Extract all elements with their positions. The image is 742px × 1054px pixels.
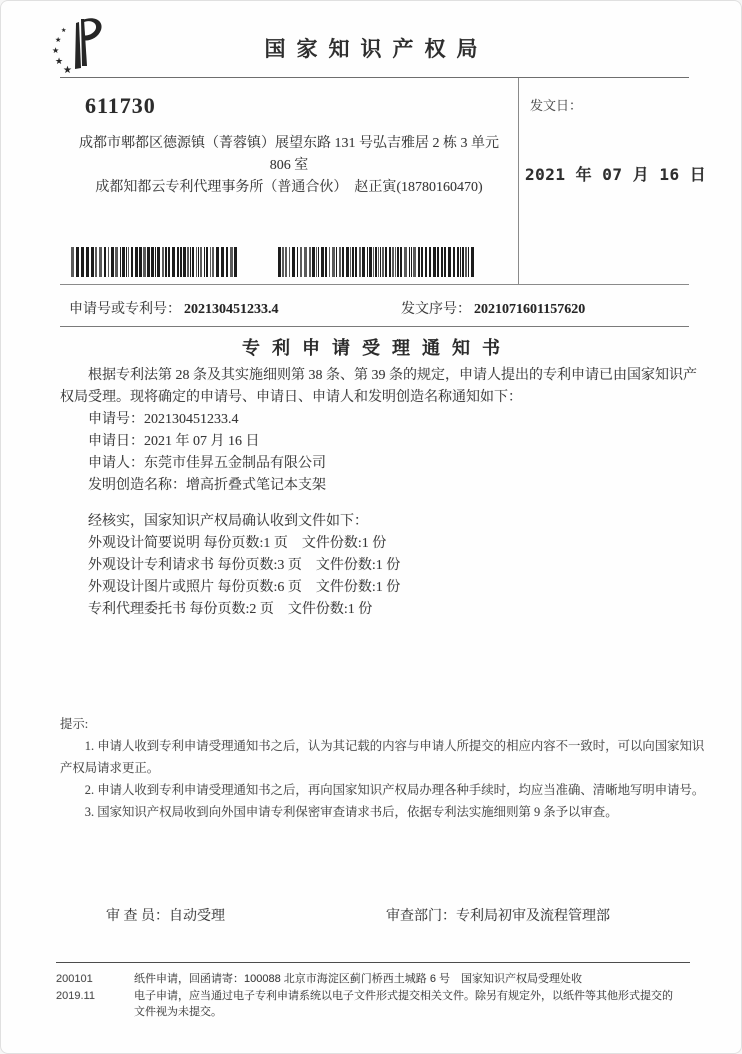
footer-note-line: 文件视为未提交。 (134, 1006, 222, 1018)
barcode-right (278, 247, 474, 277)
confirm-line: 经核实，国家知识产权局确认收到文件如下： (88, 514, 368, 529)
svg-text:★: ★ (55, 36, 62, 44)
footer-form-codes (56, 971, 108, 1021)
tip-item: 2. 申请人收到专利申请受理通知书之后，再向国家知识产权局办理各种手续时，均应当准确、清晰地写明申请号。 (84, 783, 705, 797)
issue-date-box (518, 78, 707, 284)
numbers-row (60, 285, 689, 327)
serial-number-label: 发文序号： (401, 302, 471, 317)
barcode-left (71, 247, 238, 277)
examiner-value: 自动受理 (169, 909, 225, 924)
issue-date-value: 2021 年 07 月 16 日 (525, 165, 707, 184)
svg-text:★: ★ (61, 28, 67, 34)
footer (56, 962, 690, 1021)
department-label: 审查部门： (386, 909, 456, 924)
postal-code: 611730 (85, 93, 156, 118)
field-applicant: 申请人：东莞市佳昇五金制品有限公司 (88, 456, 326, 471)
department-value: 专利局初审及流程管理部 (456, 909, 610, 924)
recipient-info-box (60, 78, 707, 285)
tip-item: 1. 申请人收到专利申请受理通知书之后，认为其记载的内容与申请人所提交的相应内容不一致时，可以向国家知识产权局请求更正。 (60, 739, 705, 775)
field-application-date: 申请日：2021 年 07 月 16 日 (88, 434, 260, 449)
document-item: 专利代理委托书 每份页数:2 页 文件份数:1 份 (88, 602, 373, 617)
examiner-group (106, 905, 225, 925)
examiner-label: 审 查 员： (106, 909, 169, 924)
footer-code: 200101 (56, 973, 93, 985)
serial-number-group (401, 298, 585, 318)
recipient-address-line2: 806 室 (269, 158, 309, 173)
department-group (386, 905, 610, 925)
document-title: 专利申请受理通知书 (242, 338, 512, 358)
document-item: 外观设计简要说明 每份页数:1 页 文件份数:1 份 (88, 536, 387, 551)
notice-body (60, 365, 700, 621)
serial-number-value: 2021071601157620 (474, 302, 586, 317)
mailing-block (60, 78, 518, 284)
svg-text:★: ★ (55, 56, 64, 66)
svg-text:★: ★ (52, 46, 60, 55)
footer-code: 2019.11 (56, 989, 95, 1002)
tip-item: 3. 国家知识产权局收到向外国申请专利保密审查请求书后，依据专利法实施细则第 9 条予以审查。 (84, 805, 618, 819)
footer-notes (134, 971, 690, 1021)
recipient-address-line1: 成都市郫都区德源镇（菁蓉镇）展望东路 131 号弘吉雅居 2 栋 3 单元 (79, 136, 499, 151)
application-number-value: 202130451233.4 (184, 302, 279, 317)
document-item: 外观设计专利请求书 每份页数:3 页 文件份数:1 份 (88, 558, 401, 573)
tips-section (60, 713, 705, 823)
footer-note-line: 电子申请，应当通过电子专利申请系统以电子文件形式提交相关文件。除另有规定外，以纸件等其他形式提交的 (134, 989, 673, 1002)
application-number-label: 申请号或专利号： (69, 302, 181, 317)
intro-paragraph: 根据专利法第 28 条及其实施细则第 38 条、第 39 条的规定，申请人提出的专利申请已由国家知识产权局受理。现将确定的申请号、申请日、申请人和发明创造名称通知如下： (60, 368, 697, 405)
signoff-row (60, 905, 689, 927)
document-item: 外观设计图片或照片 每份页数:6 页 文件份数:1 份 (88, 580, 401, 595)
tips-title: 提示: (60, 717, 89, 731)
agency-name: 国家知识产权局 (264, 37, 489, 61)
svg-text:★: ★ (63, 65, 72, 74)
footer-note-line: 纸件申请，回函请寄：100088 北京市海淀区蓟门桥西土城路 6 号 国家知识产权局受理处收 (134, 973, 582, 985)
agent-contact-line: 成都知都云专利代理事务所（普通合伙） 赵正寅(18780160470) (95, 180, 483, 195)
application-number-group (69, 298, 279, 318)
issue-date-label: 发文日： (530, 98, 583, 113)
field-invention-title: 发明创造名称：增高折叠式笔记本支架 (88, 478, 326, 493)
field-application-number: 申请号：202130451233.4 (88, 412, 239, 427)
